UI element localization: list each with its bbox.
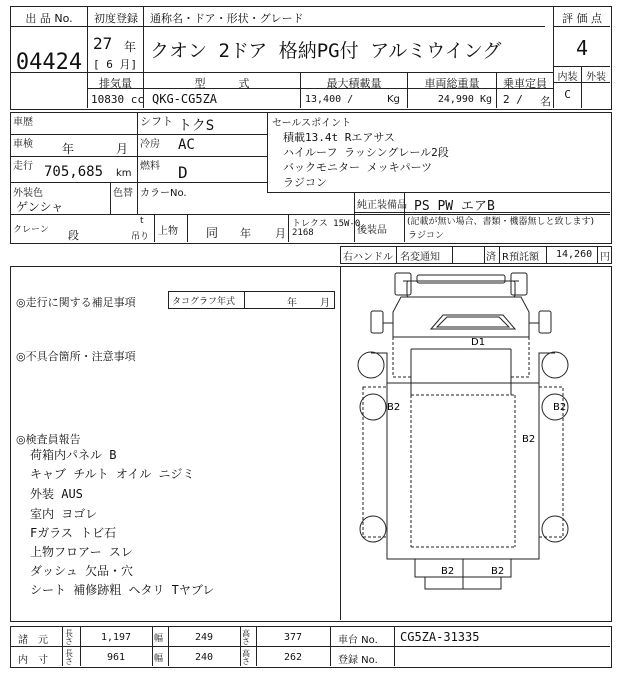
inspector-note: キャブ チルト オイル ニジミ — [30, 467, 195, 481]
spec-width: 249 — [194, 632, 214, 643]
spec-length: 1,197 — [100, 632, 132, 643]
inspector-note: 外装 AUS — [30, 487, 83, 501]
gross-weight-value: 24,990 Kg — [437, 94, 492, 105]
score-label: 評 価 点 — [562, 12, 602, 25]
shift-label: シフト — [140, 115, 173, 128]
interior-grade-label: 内装 — [557, 72, 578, 83]
crane-lift: 吊り — [131, 232, 150, 242]
inspection-month: 月 — [116, 142, 129, 156]
standard-equipment-label: 純正装備品 — [357, 200, 407, 211]
history-label: 車歴 — [13, 117, 33, 128]
right-hand-drive: 右ハンドル — [343, 252, 393, 263]
exterior-grade-label: 外装 — [586, 72, 606, 83]
mark-b2-bottom-left: B2 — [441, 566, 455, 577]
model-value: QKG-CG5ZA — [152, 92, 218, 106]
sales-point: ハイルーフ ラッシングレール2段 — [283, 146, 449, 159]
body-maker: トレクス 15W-0 — [292, 219, 361, 229]
inspector-note: 上物フロアー スレ — [30, 545, 133, 559]
registration-year: 27 — [93, 34, 113, 53]
interior-grade: C — [564, 88, 571, 101]
capacity-label: 乗車定員 — [503, 77, 547, 90]
crane-tonnage-unit: t — [140, 216, 144, 226]
mark-b2-center: B2 — [522, 434, 536, 445]
mileage-unit: km — [116, 168, 132, 179]
tachograph-year: 年 — [287, 298, 297, 309]
vehicle-name-label: 通称名・ドア・形状・グレード — [150, 12, 304, 25]
specs-row-label: 諸 元 — [18, 635, 48, 646]
standard-equipment: PS PW エアB — [414, 199, 495, 214]
recycle-paid-mark: 済 — [486, 252, 496, 263]
inspection-label: 車検 — [13, 139, 33, 150]
capacity-unit: 名 — [540, 95, 551, 108]
inspector-note: ダッシュ 欠品・穴 — [30, 564, 133, 578]
tachograph-month: 月 — [320, 298, 330, 309]
exterior-color-label: 外装色 — [13, 188, 43, 199]
inspector-note: 荷箱内パネル B — [30, 448, 117, 462]
capacity-value: 2 / — [503, 93, 523, 106]
recycle-amount: 14,260 — [556, 249, 593, 260]
recycle-label: R預託額 — [502, 252, 539, 263]
defects-heading: ◎不具合箇所・注意事項 — [16, 350, 136, 363]
ac-value: AC — [178, 137, 195, 153]
upper-body-label: 上物 — [158, 226, 178, 237]
inner-height: 262 — [283, 652, 303, 663]
sales-point: 積載13.4t Rエアサス — [283, 131, 395, 144]
recycle-unit: 円 — [600, 252, 610, 263]
color-change-label: 色替 — [113, 188, 133, 199]
registration-year-unit: 年 — [124, 40, 137, 54]
aftermarket-label: 後装品 — [357, 225, 387, 236]
driving-notes-heading: ◎走行に関する補足事項 — [16, 296, 136, 309]
width-label: 幅 — [154, 654, 164, 664]
max-load-value: 13,400 / — [305, 94, 354, 105]
body-code: 2168 — [292, 228, 314, 238]
exterior-color: ゲンシャ — [16, 200, 64, 214]
fuel-label: 燃料 — [140, 161, 160, 172]
height-label: 高さ — [242, 629, 250, 646]
gross-weight-label: 車両総重量 — [424, 77, 480, 90]
height-label: 高さ — [242, 649, 250, 666]
max-load-unit: Kg — [387, 94, 400, 105]
max-load-label: 最大積載量 — [326, 77, 382, 90]
registration-number-label: 登録 No. — [338, 655, 378, 666]
inspector-note: Fガラス トビ石 — [30, 526, 117, 540]
model-label: 型 式 — [194, 77, 250, 90]
mark-b2-left: B2 — [387, 402, 401, 413]
aftermarket-note: (記載が無い場合、書類・機器無しと致します) — [407, 217, 595, 227]
mileage-label: 走行 — [13, 161, 33, 172]
mark-b2-bottom-right: B2 — [491, 566, 505, 577]
inner-length: 961 — [106, 652, 126, 663]
displacement-label: 排気量 — [99, 77, 132, 90]
lot-number: 04424 — [15, 50, 83, 75]
tachograph-label: タコグラフ年式 — [172, 297, 236, 307]
inner-dims-row-label: 内 寸 — [18, 655, 48, 666]
sales-point: ラジコン — [283, 176, 327, 189]
chassis-number-label: 車台 No. — [338, 635, 378, 646]
upper-body-year: 年 — [240, 227, 251, 240]
first-registration-label: 初度登録 — [94, 12, 138, 25]
mileage-value: 705,685 — [44, 164, 104, 180]
length-label: 長さ — [65, 649, 73, 666]
spec-height: 377 — [283, 632, 303, 643]
registration-month: [ 6 月] — [93, 58, 138, 71]
length-label: 長さ — [65, 629, 73, 646]
truck-condition-diagram — [341, 267, 609, 619]
sales-point: バックモニター メッキパーツ — [283, 161, 433, 174]
inspector-note: シート 補修跡粗 ヘタリ Tヤブレ — [30, 583, 215, 597]
displacement-value: 10830 cc — [91, 93, 144, 106]
inspection-year: 年 — [62, 142, 75, 156]
color-number-label: カラーNo. — [140, 188, 187, 199]
vehicle-name: クオン 2ドア 格納PG付 アルミウイング — [150, 40, 502, 62]
chassis-number: CG5ZA-31335 — [400, 630, 480, 644]
sales-points-label: セールスポイント — [272, 118, 352, 129]
mark-b2-right: B2 — [553, 402, 567, 413]
aftermarket-value: ラジコン — [408, 231, 445, 241]
width-label: 幅 — [154, 634, 164, 644]
fuel-value: D — [178, 163, 188, 182]
mark-d1: D1 — [471, 337, 486, 348]
shift-value: トクS — [178, 118, 215, 134]
upper-body-month: 月 — [275, 227, 286, 240]
ac-label: 冷房 — [140, 139, 160, 150]
lot-label: 出 品 No. — [25, 12, 73, 25]
crane-stage: 段 — [68, 229, 79, 242]
score-value: 4 — [575, 36, 589, 60]
crane-label: クレーン — [13, 225, 49, 235]
upper-body-same: 同 — [206, 226, 219, 240]
inspector-report-heading: ◎検査員報告 — [16, 433, 81, 446]
inspector-note: 室内 ヨゴレ — [30, 507, 98, 521]
inner-width: 240 — [194, 652, 214, 663]
name-change-label: 名変通知 — [400, 252, 440, 263]
